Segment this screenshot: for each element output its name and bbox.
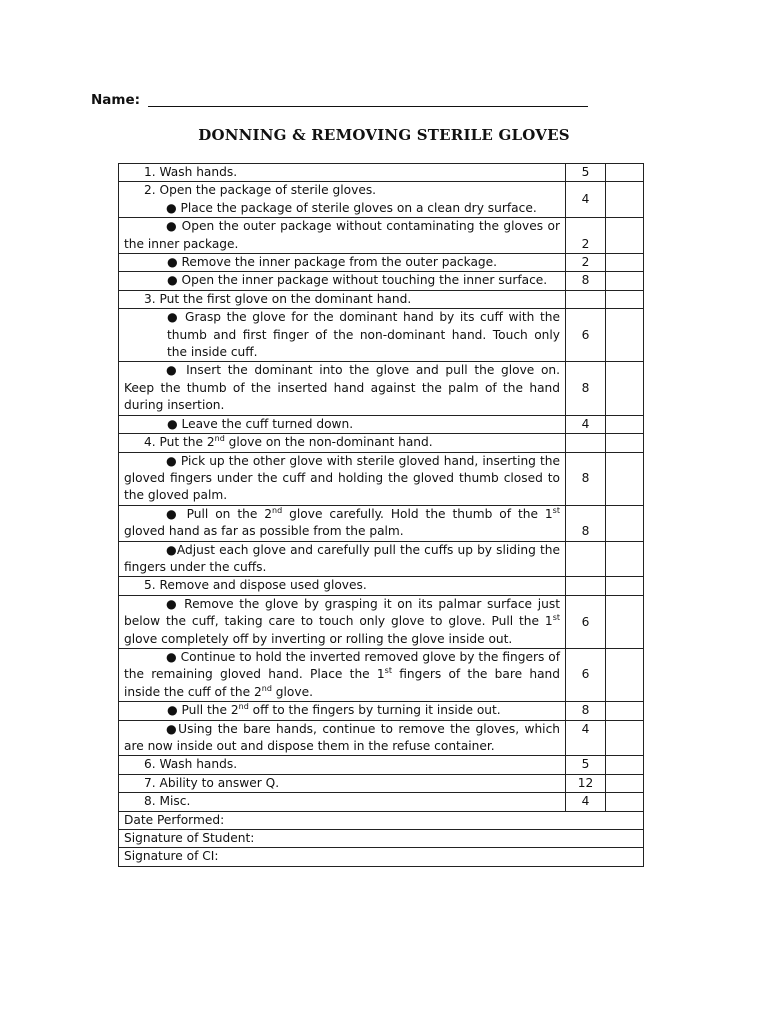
table-row xyxy=(119,648,644,701)
mark-cell xyxy=(606,793,644,811)
table-row xyxy=(119,272,644,290)
step-text: 1. Wash hands. xyxy=(119,164,566,182)
mark-cell xyxy=(606,182,644,218)
step-text: 2. Open the package of sterile gloves. ● Place the package of sterile gloves on a clean dry surface. xyxy=(119,182,566,218)
score-cell: 5 xyxy=(566,756,606,774)
score-cell xyxy=(566,290,606,308)
step-text: ●Adjust each glove and carefully pull the cuffs up by sliding the fingers under the cuffs. xyxy=(119,541,566,577)
score-cell: 6 xyxy=(566,595,606,648)
table-row xyxy=(119,848,644,866)
table-row xyxy=(119,541,644,577)
table-row xyxy=(119,362,644,415)
table-row xyxy=(119,720,644,756)
score-cell: 4 xyxy=(566,182,606,218)
table-row xyxy=(119,434,644,452)
score-cell: 8 xyxy=(566,702,606,720)
step-text: ● Open the inner package without touching the inner surface. xyxy=(119,272,566,290)
mark-cell xyxy=(606,309,644,362)
table-row xyxy=(119,702,644,720)
step-text: 6. Wash hands. xyxy=(119,756,566,774)
step-text: ● Grasp the glove for the dominant hand by its cuff with the thumb and first finger of the non-dominant hand. Touch only the inside cuff. xyxy=(119,309,566,362)
score-cell: 2 xyxy=(566,254,606,272)
mark-cell xyxy=(606,595,644,648)
score-cell: 8 xyxy=(566,362,606,415)
table-row xyxy=(119,309,644,362)
score-cell: 4 xyxy=(566,415,606,433)
table-row xyxy=(119,505,644,541)
step-text: ● Remove the glove by grasping it on its palmar surface just below the cuff, taking care to touch only glove to glove. Pull the 1st glove completely off by inverting or rolling the glove inside out. xyxy=(119,595,566,648)
table-row xyxy=(119,811,644,829)
mark-cell xyxy=(606,774,644,792)
name-label: Name: xyxy=(91,92,141,108)
score-cell: 4 xyxy=(566,720,606,756)
mark-cell xyxy=(606,290,644,308)
table-row xyxy=(119,577,644,595)
mark-cell xyxy=(606,720,644,756)
score-cell: 8 xyxy=(566,272,606,290)
step-text: ● Remove the inner package from the outer package. xyxy=(119,254,566,272)
score-cell: 8 xyxy=(566,452,606,505)
table-row xyxy=(119,415,644,433)
mark-cell xyxy=(606,254,644,272)
score-cell: 6 xyxy=(566,648,606,701)
table-row xyxy=(119,595,644,648)
mark-cell xyxy=(606,577,644,595)
table-row xyxy=(119,756,644,774)
table-row xyxy=(119,254,644,272)
ci-signature-field: Signature of CI: xyxy=(119,848,644,866)
table-row xyxy=(119,218,644,254)
score-cell: 6 xyxy=(566,309,606,362)
date-performed-field: Date Performed: xyxy=(119,811,644,829)
mark-cell xyxy=(606,272,644,290)
step-text: 7. Ability to answer Q. xyxy=(119,774,566,792)
step-text: ● Pull the 2nd off to the fingers by turning it inside out. xyxy=(119,702,566,720)
step-text: 5. Remove and dispose used gloves. xyxy=(119,577,566,595)
step-text: 3. Put the first glove on the dominant hand. xyxy=(119,290,566,308)
mark-cell xyxy=(606,434,644,452)
name-field-line xyxy=(91,92,591,108)
table-row xyxy=(119,290,644,308)
step-text: ● Leave the cuff turned down. xyxy=(119,415,566,433)
mark-cell xyxy=(606,756,644,774)
step-text: ●Using the bare hands, continue to remove the gloves, which are now inside out and dispose them in the refuse container. xyxy=(119,720,566,756)
score-cell: 4 xyxy=(566,793,606,811)
table-row xyxy=(119,182,644,218)
mark-cell xyxy=(606,415,644,433)
mark-cell xyxy=(606,164,644,182)
score-cell: 12 xyxy=(566,774,606,792)
mark-cell xyxy=(606,362,644,415)
step-text: ● Pull on the 2nd glove carefully. Hold the thumb of the 1st gloved hand as far as possible from the palm. xyxy=(119,505,566,541)
mark-cell xyxy=(606,702,644,720)
step-text: ● Pick up the other glove with sterile gloved hand, inserting the gloved fingers under the cuff and holding the gloved thumb closed to the gloved palm. xyxy=(119,452,566,505)
step-text: ● Continue to hold the inverted removed glove by the fingers of the remaining gloved hand. Place the 1st fingers of the bare hand inside the cuff of the 2nd glove. xyxy=(119,648,566,701)
table-row xyxy=(119,830,644,848)
score-cell xyxy=(566,577,606,595)
step-text: ● Open the outer package without contaminating the gloves or the inner package. xyxy=(119,218,566,254)
step-text: 8. Misc. xyxy=(119,793,566,811)
student-signature-field: Signature of Student: xyxy=(119,830,644,848)
step-text: ● Insert the dominant into the glove and pull the glove on. Keep the thumb of the inserted hand against the palm of the hand during insertion. xyxy=(119,362,566,415)
table-row xyxy=(119,164,644,182)
score-cell xyxy=(566,541,606,577)
document-title: DONNING & REMOVING STERILE GLOVES xyxy=(198,126,570,144)
table-row xyxy=(119,774,644,792)
step-text: 4. Put the 2nd glove on the non-dominant hand. xyxy=(119,434,566,452)
mark-cell xyxy=(606,452,644,505)
table-row xyxy=(119,793,644,811)
name-blank-line xyxy=(148,92,588,107)
score-cell xyxy=(566,434,606,452)
checklist-table xyxy=(118,163,644,867)
score-cell: 5 xyxy=(566,164,606,182)
mark-cell xyxy=(606,505,644,541)
mark-cell xyxy=(606,648,644,701)
score-cell: 8 xyxy=(566,505,606,541)
score-cell: 2 xyxy=(566,218,606,254)
mark-cell xyxy=(606,541,644,577)
table-row xyxy=(119,452,644,505)
mark-cell xyxy=(606,218,644,254)
